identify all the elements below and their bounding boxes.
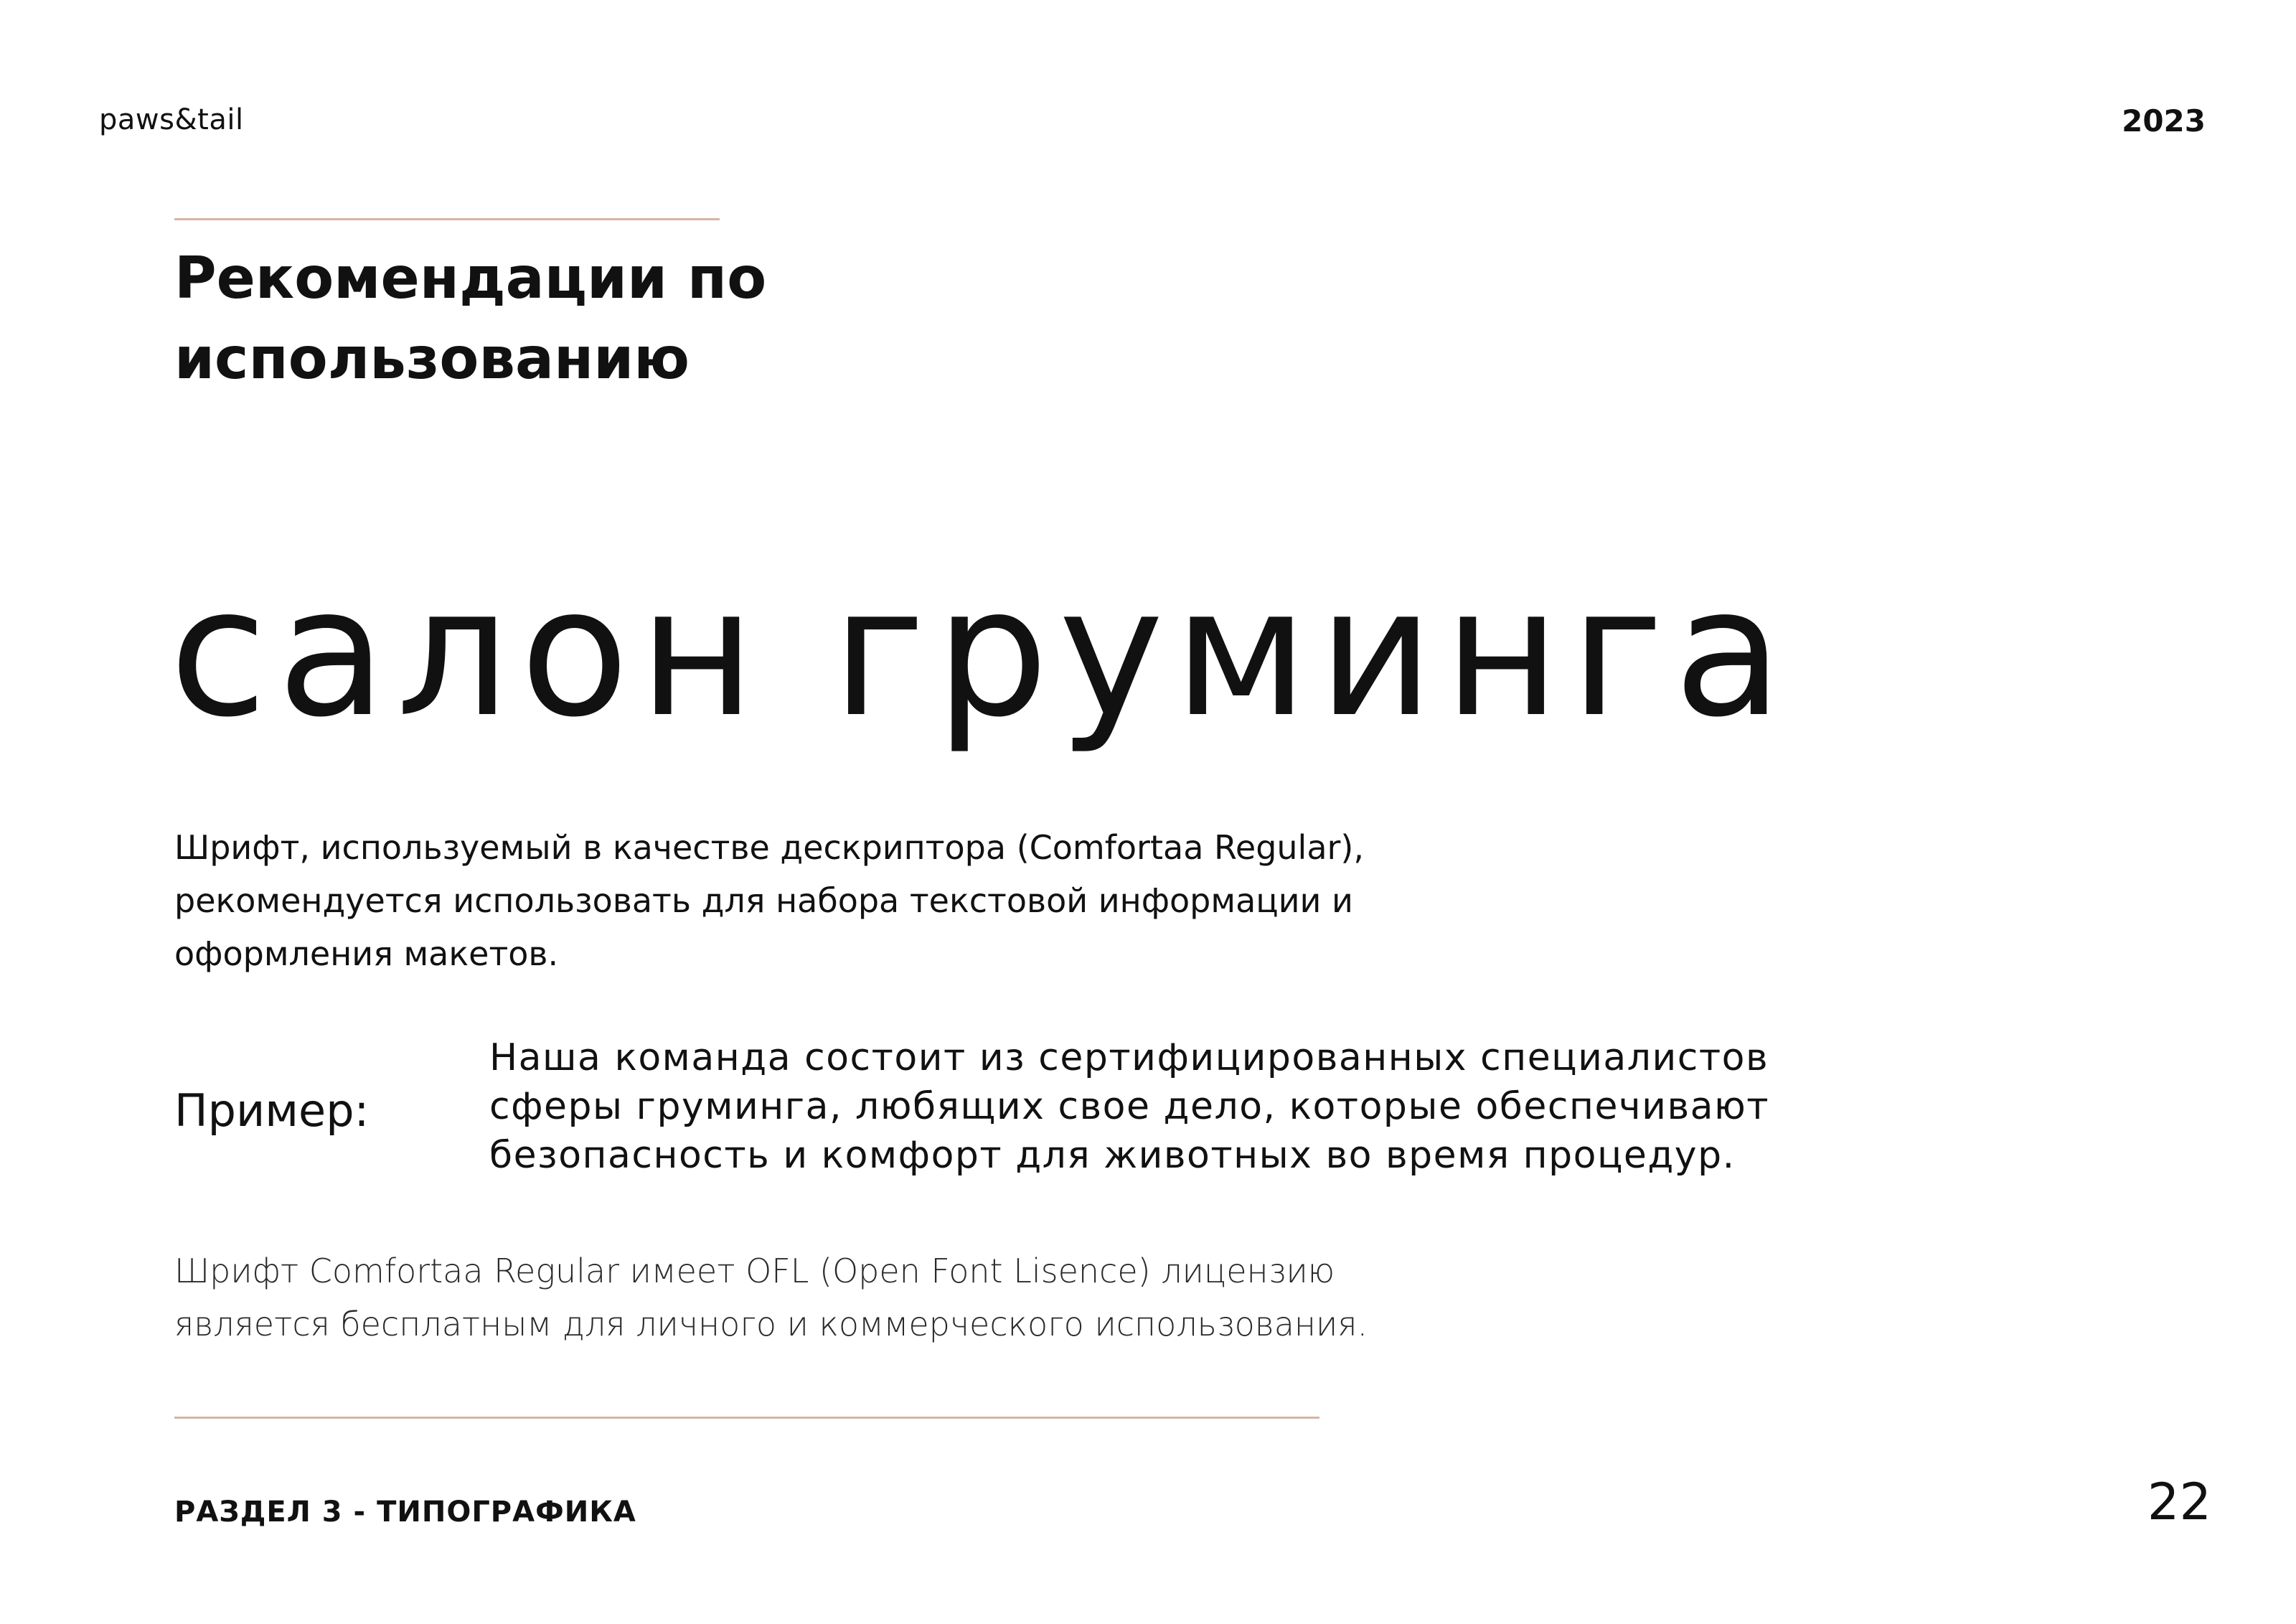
example-label: Пример: xyxy=(174,1084,370,1137)
example-line-3: безопасность и комфорт для животных во время процедур. xyxy=(489,1134,1736,1177)
license-note xyxy=(174,1244,1466,1351)
section-label: РАЗДЕЛ 3 - ТИПОГРАФИКА xyxy=(174,1496,636,1529)
brand-name: paws&tail xyxy=(99,103,244,136)
year-label: 2023 xyxy=(2122,103,2206,139)
example-line-2: сферы груминга, любящих свое дело, которые обеспечивают xyxy=(489,1085,1770,1128)
bottom-divider xyxy=(174,1417,1319,1419)
font-description xyxy=(174,821,1394,980)
example-line-1: Наша команда состоит из сертифицированных специалистов xyxy=(489,1036,1769,1079)
font-display-sample: салон груминга xyxy=(169,550,1793,756)
example-text xyxy=(489,1033,2211,1180)
top-divider xyxy=(174,218,720,220)
page-title-line-1: Рекомендации по xyxy=(174,245,767,311)
page-number: 22 xyxy=(2147,1473,2211,1531)
description-line-3: оформления макетов. xyxy=(174,934,559,973)
description-line-2: рекомендуется использовать для набора текстовой информации и xyxy=(174,881,1353,920)
description-line-1: Шрифт, используемый в качестве дескриптора (Comfortaa Regular), xyxy=(174,828,1364,867)
page-title-line-2: использованию xyxy=(174,325,690,392)
license-line-1: Шрифт Comfortaa Regular имеет OFL (Open Font Lisence) лицензию xyxy=(174,1252,1335,1290)
license-line-2: является бесплатным для личного и коммерческого использования. xyxy=(174,1305,1368,1343)
page-title xyxy=(174,238,964,399)
